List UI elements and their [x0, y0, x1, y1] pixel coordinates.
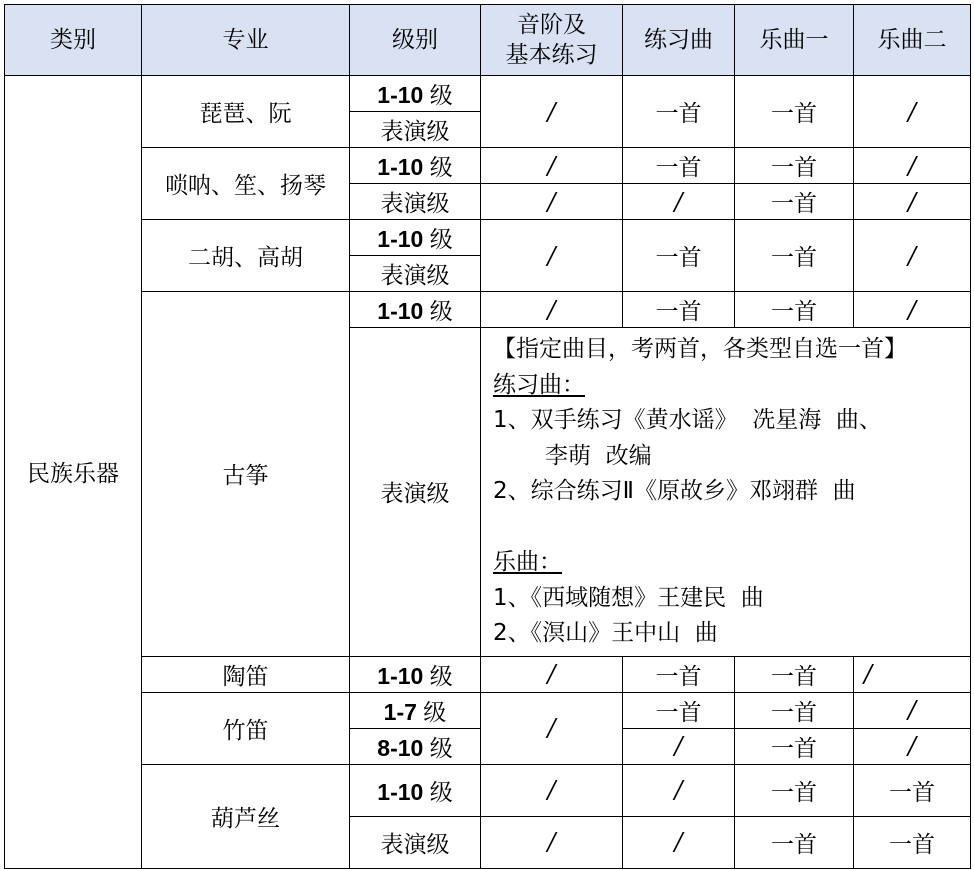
value-cell: 一首: [623, 76, 735, 148]
value-cell: 一首: [735, 220, 854, 292]
level-cell: 表演级: [350, 184, 481, 220]
header-row: [5, 5, 971, 76]
value-cell: 一首: [623, 148, 735, 184]
value-cell: 一首: [623, 220, 735, 292]
etude-item-1: 1、双手练习《黄水谣》 冼星海 曲、: [493, 407, 882, 433]
header-level: 级别: [350, 5, 481, 76]
major-guzheng: 古筝: [142, 292, 350, 657]
major-hulusi: 葫芦丝: [142, 764, 350, 868]
exam-requirements-table: [4, 4, 971, 869]
etude-heading: 练习曲：: [493, 371, 585, 398]
header-etude: 练习曲: [623, 5, 735, 76]
level-cell: [350, 220, 481, 256]
value-cell: 一首: [735, 656, 854, 692]
value-cell: /: [481, 184, 623, 220]
value-cell: 一首: [735, 76, 854, 148]
level-suffix: 级: [416, 698, 447, 725]
header-major: 专业: [142, 5, 350, 76]
level-cell: [350, 292, 481, 328]
value-cell: /: [854, 220, 971, 292]
table-row: [5, 764, 971, 816]
level-cell: 表演级: [350, 256, 481, 292]
value-cell: /: [854, 184, 971, 220]
header-piece2: 乐曲二: [854, 5, 971, 76]
level-cell: [350, 76, 481, 112]
etude-item-1-arranger: 李萌 改编: [545, 442, 652, 469]
table-row: [5, 220, 971, 256]
level-number: 1-10: [377, 778, 424, 805]
repertoire-instruction: 【指定曲目，考两首，各类型自选一首】: [493, 336, 907, 362]
piece-heading: 乐曲：: [493, 549, 562, 575]
value-cell: /: [623, 764, 735, 816]
value-cell: /: [623, 728, 735, 764]
value-cell: 一首: [735, 816, 854, 868]
value-cell: /: [854, 692, 971, 728]
level-cell: 表演级: [350, 816, 481, 868]
major-pipa: 琵琶、阮: [142, 76, 350, 148]
value-cell: /: [854, 656, 971, 692]
value-cell: 一首: [623, 692, 735, 728]
level-cell: [350, 692, 481, 728]
category-cell: 民族乐器: [5, 76, 142, 869]
level-cell: [350, 728, 481, 764]
value-cell: 一首: [854, 816, 971, 868]
value-cell: /: [481, 148, 623, 184]
value-cell: 一首: [735, 764, 854, 816]
value-cell: /: [481, 816, 623, 868]
value-cell: /: [854, 76, 971, 148]
major-zhudi: 竹笛: [142, 692, 350, 764]
major-erhu: 二胡、高胡: [142, 220, 350, 292]
level-number: 1-10: [377, 82, 424, 108]
value-cell: 一首: [735, 148, 854, 184]
piece-item-1: 1、《西域随想》王建民 曲: [493, 584, 764, 611]
level-number: 1-7: [383, 698, 417, 725]
etude-item-2: 2、综合练习Ⅱ《原故乡》邓翊群 曲: [493, 478, 856, 504]
value-cell: /: [481, 764, 623, 816]
table-row: [5, 76, 971, 112]
level-cell: [350, 148, 481, 184]
level-number: 1-10: [377, 662, 424, 689]
header-scales-line1: 音阶及: [517, 12, 586, 38]
level-cell: [350, 764, 481, 816]
value-cell: 一首: [623, 292, 735, 328]
level-suffix: 级: [423, 154, 453, 180]
value-cell: /: [481, 76, 623, 148]
value-cell: /: [854, 728, 971, 764]
level-suffix: 级: [423, 82, 453, 108]
piece-item-2: 2、《溟山》王中山 曲: [493, 620, 718, 646]
value-cell: 一首: [854, 764, 971, 816]
level-suffix: 级: [423, 226, 453, 252]
table-row: [5, 656, 971, 692]
level-number: 1-10: [377, 226, 424, 252]
value-cell: /: [854, 292, 971, 328]
level-number: 8-10: [377, 734, 424, 761]
value-cell: 一首: [735, 728, 854, 764]
value-cell: 一首: [735, 692, 854, 728]
value-cell: /: [481, 692, 623, 764]
guzheng-repertoire-cell: [481, 328, 971, 657]
level-cell: [350, 656, 481, 692]
level-cell: 表演级: [350, 328, 481, 657]
level-suffix: 级: [423, 778, 453, 805]
table-row: [5, 692, 971, 728]
value-cell: /: [481, 220, 623, 292]
value-cell: /: [623, 184, 735, 220]
major-taodi: 陶笛: [142, 656, 350, 692]
level-suffix: 级: [423, 662, 453, 689]
level-cell: 表演级: [350, 112, 481, 148]
level-suffix: 级: [423, 734, 453, 761]
value-cell: /: [481, 656, 623, 692]
value-cell: /: [481, 292, 623, 328]
major-suona: 唢呐、笙、扬琴: [142, 148, 350, 220]
value-cell: 一首: [623, 656, 735, 692]
value-cell: 一首: [735, 184, 854, 220]
value-cell: /: [623, 816, 735, 868]
level-suffix: 级: [423, 298, 453, 324]
spacer-line: [493, 510, 970, 546]
value-cell: /: [854, 148, 971, 184]
header-scales-line2: 基本练习: [505, 42, 598, 68]
level-number: 1-10: [377, 298, 424, 324]
table-row: [5, 292, 971, 328]
header-category: 类别: [5, 5, 142, 76]
table-row: [5, 148, 971, 184]
level-number: 1-10: [377, 154, 424, 180]
value-cell: 一首: [735, 292, 854, 328]
header-scales: [481, 5, 623, 76]
header-piece1: 乐曲一: [735, 5, 854, 76]
